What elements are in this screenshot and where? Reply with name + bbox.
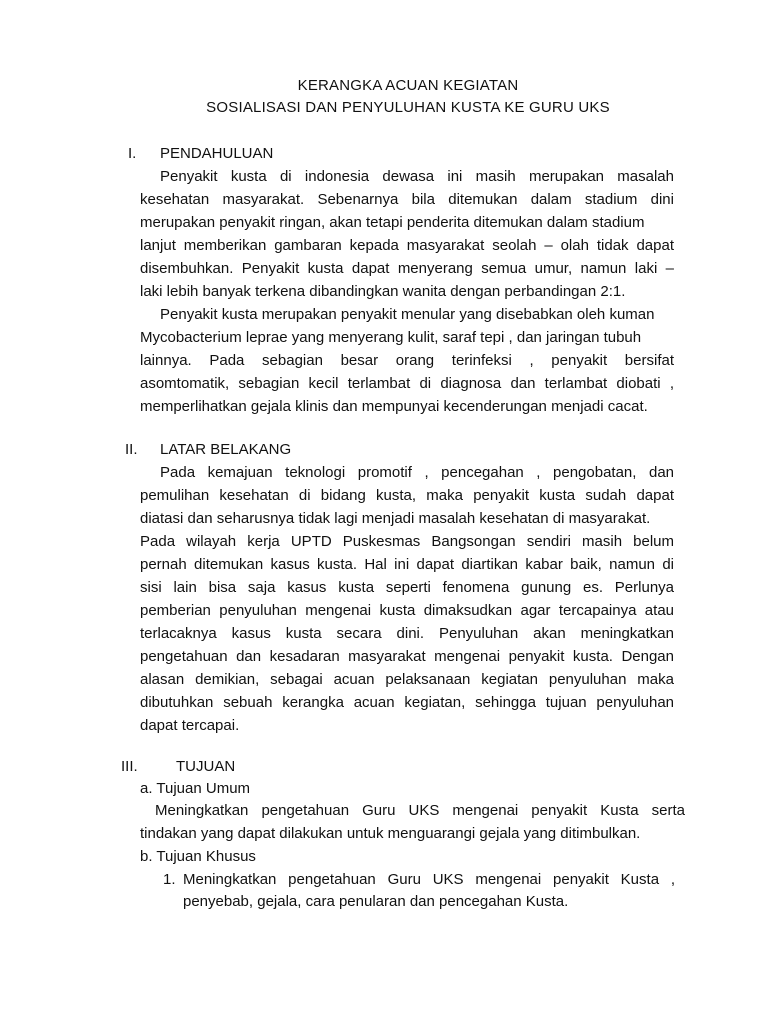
paragraph-line: memperlihatkan gejala klinis dan mempunyai kecenderungan menjadi cacat. xyxy=(140,398,648,415)
paragraph-line: laki lebih banyak terkena dibandingkan wanita dengan perbandingan 2:1. xyxy=(140,283,626,300)
paragraph-line: terlacaknya kasus kusta secara dini. Penyuluhan akan meningkatkan xyxy=(140,625,674,642)
paragraph-line: merupakan penyakit ringan, akan tetapi penderita ditemukan dalam stadium xyxy=(140,214,645,231)
subsection-label-tujuan-umum: a. Tujuan Umum xyxy=(140,780,251,797)
paragraph-line: lanjut memberikan gambaran kepada masyarakat seolah – olah tidak dapat xyxy=(140,237,674,254)
paragraph-line: kesehatan masyarakat. Sebenarnya bila ditemukan dalam stadium dini xyxy=(140,191,674,208)
paragraph-line: pemberian penyuluhan mengenai kusta dimaksudkan agar tercapainya atau xyxy=(140,602,674,619)
list-item-number: 1. xyxy=(163,871,176,888)
paragraph-line: Penyakit kusta di indonesia dewasa ini masih merupakan masalah xyxy=(160,168,674,185)
paragraph-line: Pada kemajuan teknologi promotif , pencegahan , pengobatan, dan xyxy=(160,464,674,481)
list-item-line: Meningkatkan pengetahuan Guru UKS mengenai penyakit Kusta , xyxy=(183,871,675,888)
paragraph-line: Meningkatkan pengetahuan Guru UKS mengenai penyakit Kusta serta xyxy=(155,802,685,819)
paragraph-line: tindakan yang dapat dilakukan untuk menguarangi gejala yang ditimbulkan. xyxy=(140,825,641,842)
paragraph-line: pengetahuan dan kesadaran masyarakat mengenai penyakit kusta. Dengan xyxy=(140,648,674,665)
paragraph-line: dibutuhkan sebuah kerangka acuan kegiatan, sehingga tujuan penyuluhan xyxy=(140,694,674,711)
document-title: KERANGKA ACUAN KEGIATAN xyxy=(297,77,519,94)
section-number: II. xyxy=(125,441,138,458)
paragraph-line: sisi lain bisa saja kasus kusta seperti fenomena gunung es. Perlunya xyxy=(140,579,674,596)
paragraph-line: diatasi dan seharusnya tidak lagi menjadi masalah kesehatan di masyarakat. xyxy=(140,510,651,527)
paragraph-line: disembuhkan. Penyakit kusta dapat menyerang semua umur, namun laki – xyxy=(140,260,674,277)
section-title: LATAR BELAKANG xyxy=(160,441,292,458)
subsection-label-tujuan-khusus: b. Tujuan Khusus xyxy=(140,848,256,865)
section-title: PENDAHULUAN xyxy=(160,145,274,162)
section-title: TUJUAN xyxy=(176,758,236,775)
paragraph-line: pernah ditemukan kasus kusta. Hal ini dapat diartikan kabar baik, namun di xyxy=(140,556,674,573)
document-subtitle: SOSIALISASI DAN PENYULUHAN KUSTA KE GURU UKS xyxy=(206,99,610,116)
paragraph-line: pemulihan kesehatan di bidang kusta, maka penyakit kusta sudah dapat xyxy=(140,487,674,504)
paragraph-line: Penyakit kusta merupakan penyakit menular yang disebabkan oleh kuman xyxy=(160,306,655,323)
paragraph-line: asomtomatik, sebagian kecil terlambat di diagnosa dan terlambat diobati , xyxy=(140,375,674,392)
paragraph-line: Mycobacterium leprae yang menyerang kulit, saraf tepi , dan jaringan tubuh xyxy=(140,329,642,346)
section-number: III. xyxy=(121,758,138,775)
paragraph-line: lainnya. Pada sebagian besar orang terinfeksi , penyakit bersifat xyxy=(140,352,674,369)
paragraph-line: Pada wilayah kerja UPTD Puskesmas Bangsongan sendiri masih belum xyxy=(140,533,674,550)
section-number: I. xyxy=(128,145,137,162)
paragraph-line: alasan demikian, sebagai acuan pelaksanaan kegiatan penyuluhan maka xyxy=(140,671,674,688)
paragraph-line: dapat tercapai. xyxy=(140,717,240,734)
list-item-line: penyebab, gejala, cara penularan dan pencegahan Kusta. xyxy=(183,893,569,910)
